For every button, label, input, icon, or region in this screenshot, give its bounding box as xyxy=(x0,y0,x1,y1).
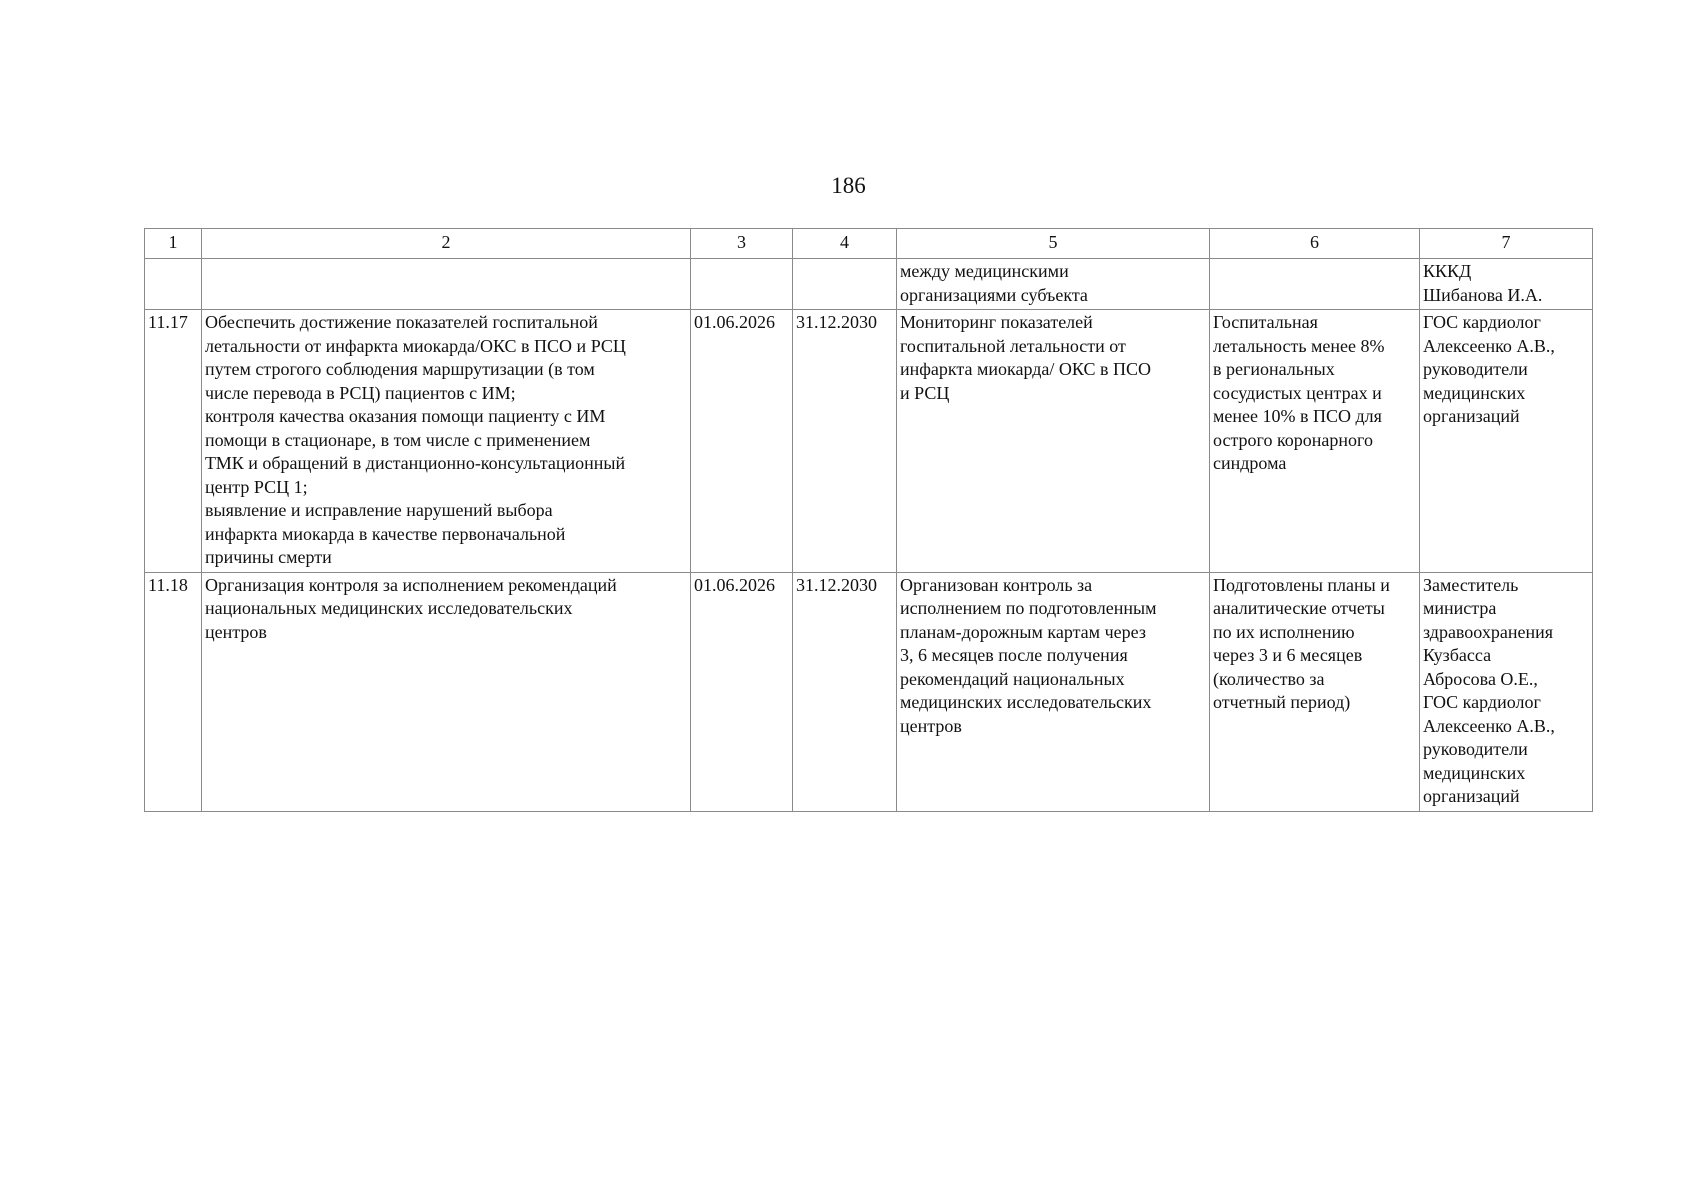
activity-plan-table xyxy=(144,228,1593,812)
indicator-cell: Госпитальная летальность менее 8% в региональных сосудистых центрах и менее 10% в ПСО для острого коронарного синдрома xyxy=(1210,310,1420,573)
header-cell-2: 2 xyxy=(202,229,691,259)
table-row xyxy=(145,259,1593,310)
result-cell: Мониторинг показателей госпитальной летальности от инфаркта миокарда/ ОКС в ПСО и РСЦ xyxy=(897,310,1210,573)
result-cell: Организован контроль за исполнением по подготовленным планам-дорожным картам через 3, 6 месяцев после получения рекомендаций национальных медицинских исследовательских центров xyxy=(897,572,1210,811)
indicator-cell xyxy=(1210,259,1420,310)
page-number: 186 xyxy=(831,173,866,198)
end-date-cell: 31.12.2030 xyxy=(793,572,897,811)
header-cell-5: 5 xyxy=(897,229,1210,259)
end-date-cell: 31.12.2030 xyxy=(793,310,897,573)
header-cell-6: 6 xyxy=(1210,229,1420,259)
responsible-cell: КККД Шибанова И.А. xyxy=(1420,259,1593,310)
table-row xyxy=(145,572,1593,811)
responsible-cell: ГОС кардиолог Алексеенко А.В., руководители медицинских организаций xyxy=(1420,310,1593,573)
start-date-cell xyxy=(691,259,793,310)
table-row xyxy=(145,310,1593,573)
activity-cell xyxy=(202,259,691,310)
start-date-cell: 01.06.2026 xyxy=(691,572,793,811)
header-cell-7: 7 xyxy=(1420,229,1593,259)
header-cell-1: 1 xyxy=(145,229,202,259)
header-row xyxy=(145,229,1593,259)
responsible-cell: Заместитель министра здравоохранения Кузбасса Абросова О.Е., ГОС кардиолог Алексеенко А.В., руководители медицинских организаций xyxy=(1420,572,1593,811)
item-number-cell xyxy=(145,259,202,310)
header-cell-4: 4 xyxy=(793,229,897,259)
item-number-cell: 11.17 xyxy=(145,310,202,573)
item-number-cell: 11.18 xyxy=(145,572,202,811)
indicator-cell: Подготовлены планы и аналитические отчеты по их исполнению через 3 и 6 месяцев (количество за отчетный период) xyxy=(1210,572,1420,811)
activity-cell: Обеспечить достижение показателей госпитальной летальности от инфаркта миокарда/ОКС в ПСО и РСЦ путем строгого соблюдения маршрутизации (в том числе перевода в РСЦ) пациентов с ИМ; контроля качества оказания помощи пациенту с ИМ помощи в стационаре, в том числе с применением ТМК и обращений в дистанционно-консультационный центр РСЦ 1; выявление и исправление нарушений выбора инфаркта миокарда в качестве первоначальной причины смерти xyxy=(202,310,691,573)
header-cell-3: 3 xyxy=(691,229,793,259)
end-date-cell xyxy=(793,259,897,310)
result-cell: между медицинскими организациями субъекта xyxy=(897,259,1210,310)
activity-cell: Организация контроля за исполнением рекомендаций национальных медицинских исследовательских центров xyxy=(202,572,691,811)
start-date-cell: 01.06.2026 xyxy=(691,310,793,573)
